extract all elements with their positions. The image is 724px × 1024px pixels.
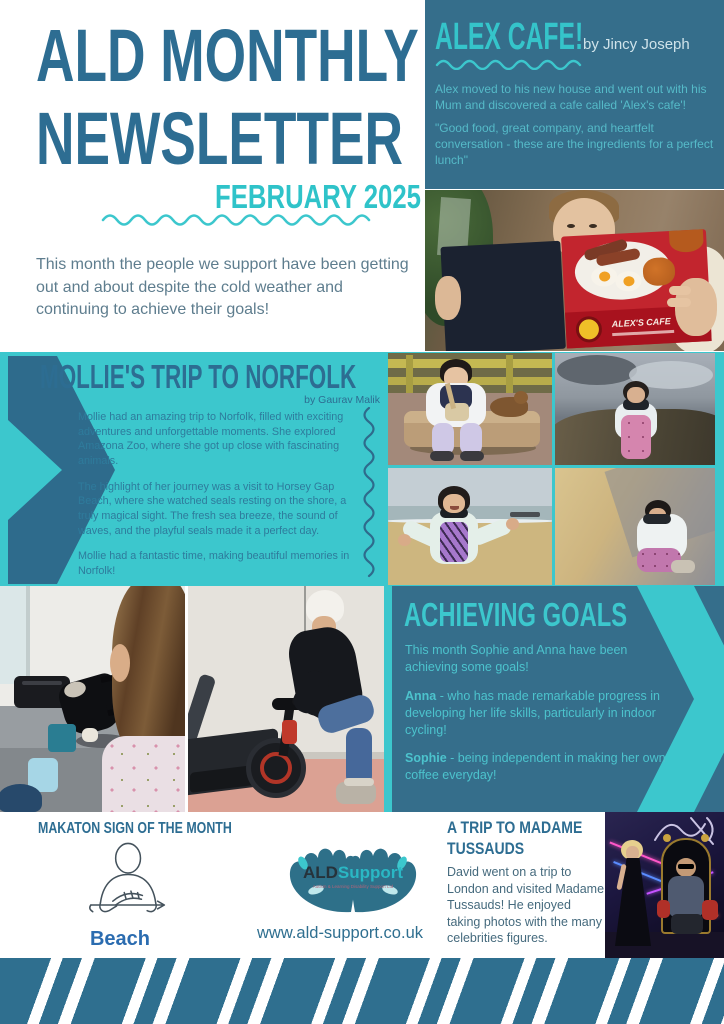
collar-shape (643, 514, 671, 524)
window-shape (0, 586, 30, 684)
alex-cafe-section (425, 0, 724, 189)
cup-shape (48, 724, 76, 752)
makaton-sign-label: Beach (89, 928, 151, 950)
mollie-photo-grid (388, 353, 715, 585)
bike-flywheel-accent-shape (260, 752, 292, 784)
intro-paragraph: This month the people we support have been getting out and about despite the cold weather and continuing to achieve their goals! (36, 256, 409, 319)
alex-cafe-para2: "Good food, great company, and heartfelt conversation - these are the ingredients for a perfect lunch" (435, 120, 714, 167)
issue-block (36, 0, 421, 260)
tussauds-title: A TRIP TO MADAME TUSSAUDS (447, 819, 583, 858)
menu-subline-shape (612, 330, 674, 336)
bag-shape (445, 403, 469, 421)
makaton-heading: MAKATON SIGN OF THE MONTH (38, 820, 232, 837)
alex-cafe-para1: Alex moved to his new house and went out with his Mum and discovered a cafe called 'Alex's cafe'! (435, 82, 707, 112)
mollie-section (0, 352, 724, 586)
mollie-para2: The highlight of her journey was a visit to Horsey Gap Beach, where she watched seals resting on the shore, a truly magical sight. The fresh sea breeze, the sound of waves, and the playful seals made it a perfect day. (78, 480, 347, 537)
ald-support-logo (278, 832, 428, 924)
treadmill-rail-shape (188, 673, 216, 745)
photo-madame-tussauds (605, 812, 724, 958)
issue-date: FEBRUARY 2025 (214, 178, 421, 215)
dog-head-shape (514, 391, 528, 404)
photo-mollie-beach (388, 468, 552, 585)
logo-ald-text: ALD (302, 863, 338, 882)
photo-mollie-kneeling (555, 468, 715, 585)
cafe-logo-icon (575, 316, 602, 343)
sophie-text: - being independent in making her own coffee everyday! (405, 751, 666, 783)
wavy-divider-icon (101, 212, 381, 226)
vertical-wavy-divider-icon (360, 406, 376, 578)
achieving-goals-title: ACHIEVING GOALS (404, 596, 628, 633)
anna-text: - who has made remarkable progress in developing her life skills, particularly in indoor cycling! (405, 688, 660, 737)
bottle-shape (282, 720, 297, 744)
mollie-title: MOLLIE'S TRIP TO NORFOLK (40, 358, 357, 395)
seated-figure-body-shape (668, 876, 704, 918)
face-shape (110, 644, 130, 682)
photo-sophie-kettle (0, 586, 185, 812)
face-shape (443, 494, 465, 513)
shoe-shape (460, 451, 484, 461)
face-shape (627, 387, 645, 403)
eye-shape (567, 224, 575, 228)
sunglasses-shape (678, 864, 694, 869)
finger-shape (669, 286, 691, 295)
hand-shape (435, 276, 461, 320)
top-shape (440, 522, 468, 562)
page-title-line1: ALD MONTHLY (36, 14, 419, 97)
mollie-para1: Mollie had an amazing trip to Norfolk, filled with exciting adventures and unforgettable moments. She explored Amazona Zoo, where she got up close with fascinating animals. (78, 411, 344, 468)
bowl-shape (0, 784, 42, 812)
alex-cafe-title: ALEX CAFE! (435, 16, 584, 58)
red-prop-shape (657, 900, 670, 918)
wax-figure-face-shape (626, 846, 639, 860)
shoe-shape (430, 451, 454, 461)
alex-cafe-byline: by Jincy Joseph (583, 36, 690, 53)
makaton-beach-sign-icon (82, 842, 177, 926)
fence-post-shape (506, 355, 513, 393)
wavy-divider-icon (435, 58, 585, 70)
blouse-shape (102, 736, 185, 812)
cloud-shape (557, 355, 637, 385)
sophie-name: Sophie (405, 751, 447, 766)
boot-cuff-shape (344, 778, 374, 786)
website-link[interactable]: www.ald-support.co.uk (257, 924, 423, 942)
photo-mollie-bench (388, 353, 552, 465)
logo-tagline: Autism & Learning Disability Support Ltd (312, 884, 394, 889)
mollie-byline: by Gaurav Malik (304, 394, 380, 406)
beans-bowl-shape (669, 229, 704, 253)
tussauds-body: David went on a trip to London and visited Madame Tussauds! He enjoyed taking photos with the many celebrities figures. (447, 865, 605, 945)
photo-anna-bike (188, 586, 384, 812)
goals-para1: This month Sophie and Anna have been achieving some goals! (405, 643, 628, 674)
eye-shape (589, 224, 597, 228)
fist-shape (506, 518, 519, 530)
logo-wordmark (278, 864, 428, 882)
mollie-para3: Mollie had a fantastic time, making beautiful memories in Norfolk! (78, 550, 350, 578)
finger-shape (667, 298, 691, 307)
sky-shape (388, 468, 552, 506)
smile-shape (450, 506, 459, 510)
achieving-goals-section (392, 586, 724, 812)
anna-name: Anna (405, 688, 437, 703)
cup-shape (82, 728, 98, 742)
red-prop-shape (702, 900, 718, 920)
throne-finial-shape (701, 834, 709, 842)
seated-figure-legs-shape (671, 914, 703, 934)
achieving-goals-body (405, 642, 667, 796)
turquoise-divider (384, 586, 392, 812)
beans-shape (642, 257, 675, 287)
boot-shape (671, 560, 695, 573)
page-title-line2: NEWSLETTER (36, 97, 404, 180)
photo-mollie-dunes (555, 353, 715, 465)
photo-alex-cafe (425, 190, 724, 351)
mollie-body (78, 410, 363, 590)
throne-finial-shape (663, 834, 671, 842)
goals-para-anna (405, 688, 667, 739)
toaster-slot-shape (22, 681, 62, 685)
logo-support-text: Support (337, 863, 404, 882)
diagonal-stripes-decoration (0, 958, 724, 1024)
fist-shape (398, 534, 411, 546)
dress-shape (621, 415, 651, 459)
fence-post-shape (406, 355, 413, 393)
groyne-shape (510, 512, 540, 517)
goals-para-sophie (405, 750, 667, 784)
menu-cafe-name: ALEX'S CAFE (611, 316, 672, 330)
